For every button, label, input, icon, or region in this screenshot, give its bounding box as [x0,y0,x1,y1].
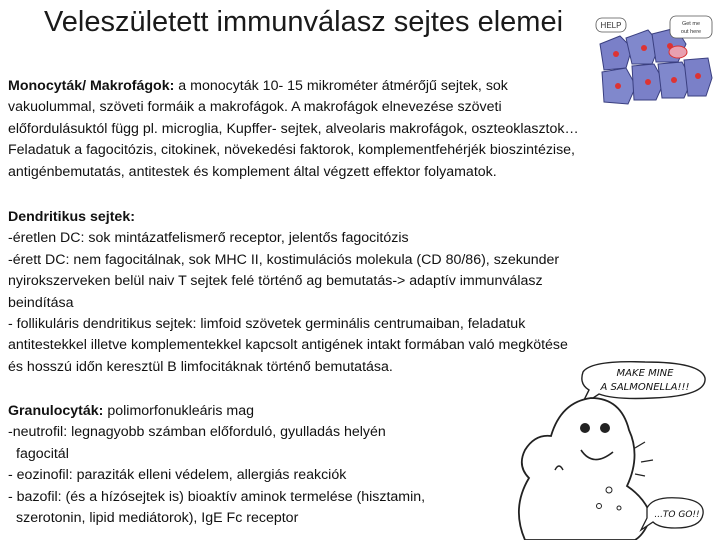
help-speech-bubble [596,18,626,32]
granulocytes-section [8,401,425,529]
dendritic-line: -érett DC: nem fagocitálnak, sok MHC II, kostimulációs molekula (CD 80/86), szekunder [8,251,560,268]
granulocytes-line: -neutrofil: legnagyobb számban előforduló, gyulladás helyén [8,424,386,441]
svg-text:A SALMONELLA!!!: A SALMONELLA!!! [600,382,690,393]
dendritic-line: -éretlen DC: sok mintázatfelismerő receptor, jelentős fagocitózis [8,230,409,247]
monocytes-line: vakuolummal, szöveti formáik a makrofágok. A makrofágok elnevezése szöveti [8,99,502,116]
svg-text:...TO GO!!: ...TO GO!! [654,510,700,520]
monocytes-section [8,76,579,183]
granulocytes-line: - bazofil: (és a hízósejtek is) bioaktív aminok termelése (hisztamin, [8,488,426,505]
dendritic-line: beindítása [8,294,74,311]
bacterium-icon [669,46,687,58]
to-go-speech-bubble [641,498,703,530]
monocytes-term: Monocyták/ Makrofágok: [8,78,175,94]
dendritic-term: Dendritikus sejtek: [8,209,135,225]
macrophage-cartoon [495,358,710,540]
dendritic-line: és hosszú időn keresztül B limfocitáknak történő bemutatása. [8,358,393,375]
macrophage-cells-thumbnail [592,14,714,110]
dendritic-line: - follikuláris dendritikus sejtek: limfoid szövetek germinális centrumaiban, feladatuk [8,316,526,333]
granulocytes-term: Granulocyták: [8,403,104,419]
monocytes-line: a monocyták 10- 15 mikrométer átmérőjű sejtek, sok [178,78,508,94]
dendritic-line: nyirokszerveken belül naiv T sejtek felé történő ag bemutatás-> adaptív immunválasz [8,273,543,290]
svg-text:MAKE MINE: MAKE MINE [616,368,674,379]
granulocytes-line: fagocitál [16,445,69,462]
monocytes-line: előfordulásuktól függ pl. microglia, Kupffer- sejtek, alveolaris makrofágok, oszteoklasztok… [8,120,579,137]
dendritic-section [8,207,568,378]
get-out-speech-bubble [670,16,712,38]
monocytes-line: Feladatuk a fagocitózis, citokinek, növekedési faktorok, komplementfehérjék bioszintézise, [8,142,576,159]
svg-text:out here: out here [680,29,702,35]
macrophage-body [519,398,653,540]
svg-text:Get me: Get me [681,21,701,27]
monocytes-line: antigénbemutatás, antitestek és komplement által végzett effektor folyamatok. [8,163,497,180]
dendritic-line: antitestekkel illetve komplementekkel kapcsolt antigének intakt formában való megkötése [8,337,568,354]
granulocytes-line: polimorfonukleáris mag [107,403,255,419]
page-title: Veleszületett immunválasz sejtes elemei [44,6,564,38]
help-label: HELP [600,21,622,30]
granulocytes-line: - eozinofil: paraziták elleni védelem, allergiás reakciók [8,467,347,484]
granulocytes-line: szerotonin, lipid mediátorok), IgE Fc receptor [16,510,299,527]
